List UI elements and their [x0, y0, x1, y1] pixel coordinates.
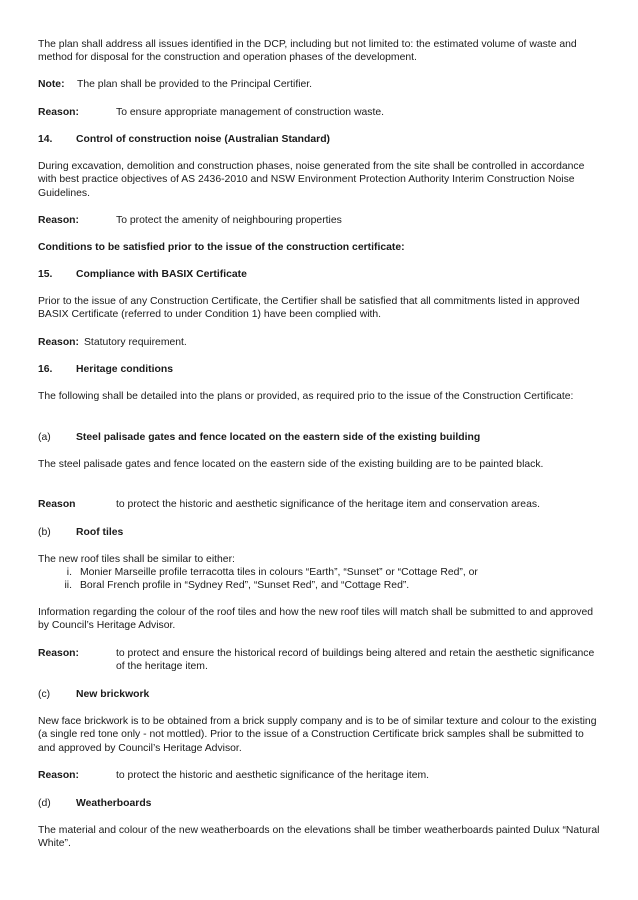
note-label: Note: — [38, 79, 65, 90]
list-text: Monier Marseille profile terracotta tiles in colours “Earth”, “Sunset” or “Cottage Red”, or — [80, 567, 478, 578]
reason-b — [38, 647, 600, 674]
section-heading: Conditions to be satisfied prior to the issue of the construction certificate: — [38, 242, 405, 253]
reason-c — [38, 769, 600, 782]
heading-number: 16. — [38, 364, 53, 375]
heading-title: Heritage conditions — [76, 364, 173, 375]
heading-number: (a) — [38, 432, 51, 443]
heading-title: Weatherboards — [76, 798, 152, 809]
reason-a — [38, 498, 600, 511]
heading-d — [38, 797, 600, 810]
paragraph-15: Prior to the issue of any Construction Certificate, the Certifier shall be satisfied that all commitments listed in approved BASIX Certificate (referred to under Condition 1) have been complied with. — [38, 296, 580, 321]
reason-label: Reason: — [38, 337, 79, 348]
heading-title: Compliance with BASIX Certificate — [76, 269, 247, 280]
reason-label: Reason: — [38, 648, 79, 659]
reason-label: Reason: — [38, 770, 79, 781]
reason-text: to protect and ensure the historical record of buildings being altered and retain the aesthetic significance of the heritage item. — [116, 648, 595, 673]
reason-label: Reason: — [38, 215, 79, 226]
heading-number: 15. — [38, 269, 53, 280]
paragraph-14: During excavation, demolition and construction phases, noise generated from the site shall be controlled in accordance with best practice objectives of AS 2436-2010 and NSW Environment Protection Authority Interim Construction Noise Guidelines. — [38, 161, 585, 199]
reason-15 — [38, 336, 600, 349]
paragraph-c: New face brickwork is to be obtained from a brick supply company and is to be of similar texture and colour to the existing (a single red tone only - not mottled). Prior to the issue of a Construction Certificate brick samples shall be submitted to and approved by Council’s Heritage Advisor. — [38, 716, 597, 754]
list-item — [38, 579, 600, 592]
heading-title: Steel palisade gates and fence located on the eastern side of the existing building — [76, 432, 481, 443]
heading-title: Control of construction noise (Australian Standard) — [76, 134, 331, 145]
heading-number: 14. — [38, 134, 53, 145]
heading-15 — [38, 268, 600, 281]
reason-14 — [38, 214, 600, 227]
heading-16 — [38, 363, 600, 376]
paragraph-d: The material and colour of the new weatherboards on the elevations shall be timber weatherboards painted Dulux “Natural White”. — [38, 825, 600, 850]
reason-label: Reason — [38, 499, 76, 510]
list-item — [38, 566, 600, 579]
paragraph-a: The steel palisade gates and fence located on the eastern side of the existing building are to be painted black. — [38, 459, 544, 470]
reason-text: Statutory requirement. — [84, 337, 187, 348]
reason-text: To ensure appropriate management of construction waste. — [116, 107, 384, 118]
list-text: Boral French profile in “Sydney Red”, “Sunset Red”, and “Cottage Red”. — [80, 580, 410, 592]
list-number: i. — [66, 567, 72, 578]
heading-title: Roof tiles — [76, 527, 124, 538]
note-text: The plan shall be provided to the Principal Certifier. — [77, 79, 313, 90]
heading-b — [38, 526, 600, 539]
heading-title: New brickwork — [76, 689, 150, 700]
heading-number: (b) — [38, 527, 51, 538]
paragraph-plan: The plan shall address all issues identified in the DCP, including but not limited to: the estimated volume of waste and method for disposal for the construction and operation phases of the development. — [38, 39, 577, 64]
reason-text: to protect the historic and aesthetic significance of the heritage item. — [116, 770, 430, 781]
paragraph-16: The following shall be detailed into the plans or provided, as required prio to the issue of the Construction Certificate: — [38, 391, 574, 402]
heading-c — [38, 688, 600, 701]
paragraph-b2: Information regarding the colour of the roof tiles and how the new roof tiles will match shall be submitted to and approved by Council’s Heritage Advisor. — [38, 607, 594, 632]
note — [38, 78, 600, 91]
reason-waste — [38, 106, 600, 119]
paragraph-b: The new roof tiles shall be similar to either: — [38, 554, 235, 565]
heading-a — [38, 431, 600, 444]
reason-label: Reason: — [38, 107, 79, 118]
roof-tile-list — [38, 566, 600, 593]
reason-text: To protect the amenity of neighbouring properties — [116, 215, 342, 226]
heading-number: (c) — [38, 689, 51, 700]
heading-14 — [38, 133, 600, 146]
heading-number: (d) — [38, 798, 51, 809]
reason-text: to protect the historic and aesthetic significance of the heritage item and conservation areas. — [116, 499, 540, 510]
list-number: ii. — [64, 580, 72, 592]
